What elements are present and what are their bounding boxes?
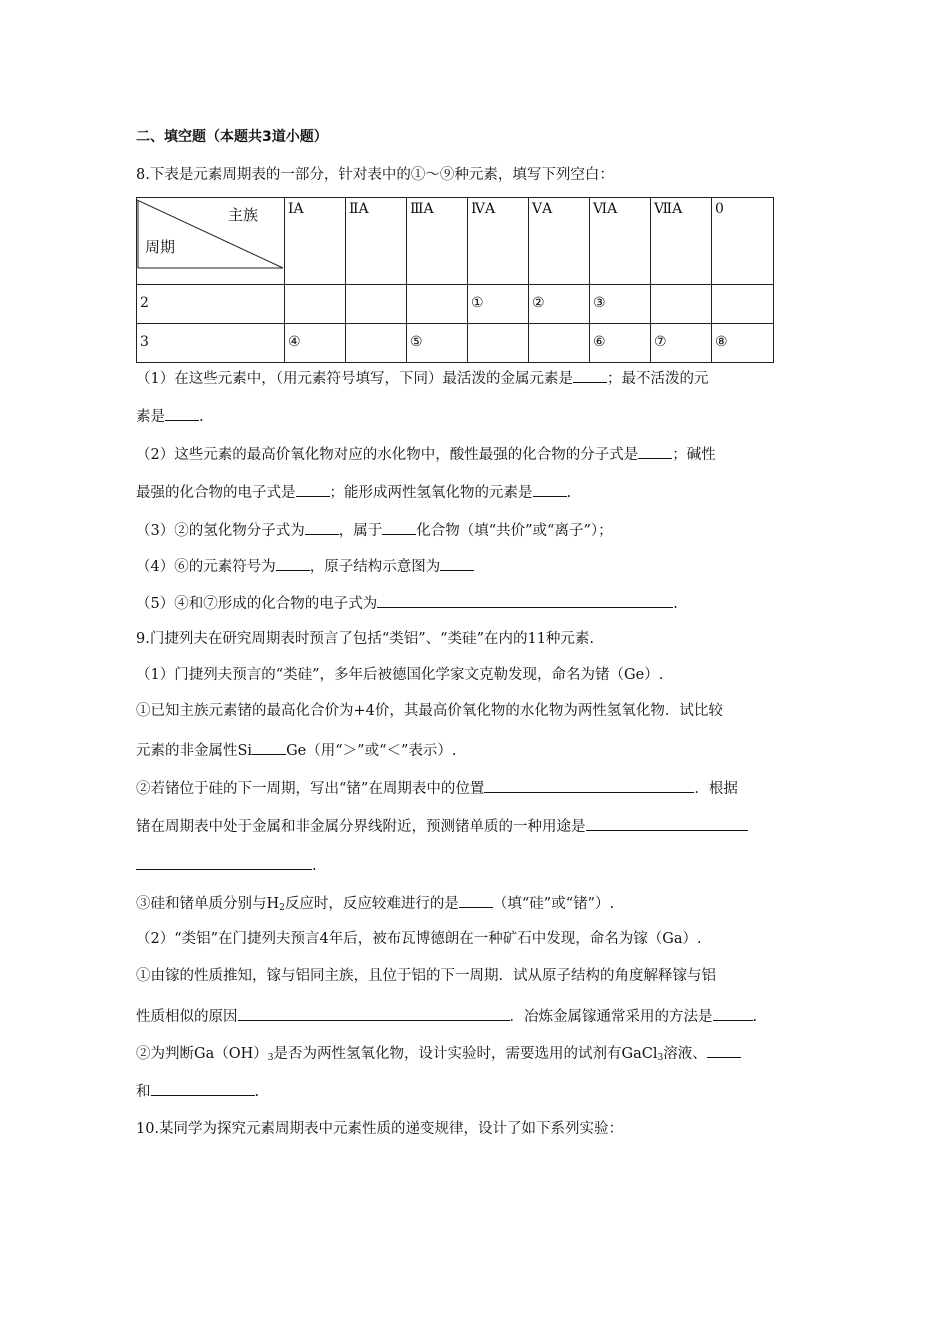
answer-blank[interactable] (165, 406, 199, 421)
table-cell: ③ (590, 285, 651, 324)
q9-part2: （2）“类铝”在门捷列夫预言4年后，被布瓦博德朗在一种矿石中发现，命名为镓（Ga）. (136, 931, 702, 947)
corner-group-label: 主族 (227, 206, 258, 224)
table-cell: ⑤ (407, 324, 468, 363)
q8-part5: （5）④和⑦形成的化合物的电子式为 . (136, 593, 678, 613)
q10-stem: 10.某同学为探究元素周期表中元素性质的递变规律，设计了如下系列实验： (136, 1121, 624, 1137)
table-cell: ④ (285, 324, 346, 363)
table-cell (346, 285, 407, 324)
q8-part2-line2: 最强的化合物的电子式是 ；能形成两性氢氧化物的元素是 . (136, 482, 571, 502)
table-cell (285, 285, 346, 324)
q9-sub2-line3: . (136, 855, 317, 875)
group-header: ⅥA (590, 198, 651, 285)
table-cell (346, 324, 407, 363)
answer-blank[interactable] (305, 520, 339, 535)
table-cell (712, 285, 774, 324)
period-cell: 3 (137, 324, 285, 363)
periodic-table (136, 197, 774, 363)
answer-blank[interactable] (440, 556, 474, 571)
table-cell: ⑥ (590, 324, 651, 363)
q8-part3: （3）②的氢化物分子式为 ，属于 化合物（填“共价”或“离子”）； (136, 520, 613, 540)
table-row (137, 324, 774, 363)
table-cell: ⑦ (651, 324, 712, 363)
q8-part4: （4）⑥的元素符号为 ，原子结构示意图为 (136, 556, 474, 576)
answer-blank[interactable] (238, 1006, 510, 1021)
table-cell (529, 324, 590, 363)
q9-sub2-line1: ②若锗位于硅的下一周期，写出“锗”在周期表中的位置 ．根据 (136, 778, 738, 798)
q9-sub1-line1: ①已知主族元素锗的最高化合价为+4价，其最高价氧化物的水化物为两性氢氧化物．试比较 (136, 703, 723, 719)
answer-blank[interactable] (707, 1043, 741, 1058)
q9-sub2-line2: 锗在周期表中处于金属和非金属分界线附近，预测锗单质的一种用途是 (136, 816, 748, 836)
q8-stem: 8.下表是元素周期表的一部分，针对表中的①～⑨种元素，填写下列空白： (136, 167, 614, 183)
q8-part1-line2: 素是 . (136, 406, 204, 426)
table-cell (407, 285, 468, 324)
q9-t2-line2: 和 . (136, 1081, 259, 1101)
answer-blank[interactable] (296, 482, 330, 497)
group-header: ⅣA (468, 198, 529, 285)
table-row (137, 285, 774, 324)
answer-blank[interactable] (252, 740, 286, 755)
table-cell (468, 324, 529, 363)
table-cell: ② (529, 285, 590, 324)
q9-t1-line1: ①由镓的性质推知，镓与铝同主族，且位于铝的下一周期．试从原子结构的角度解释镓与铝 (136, 968, 716, 984)
q9-t2-line1: ②为判断$Ga(OH)_3$是否为两性氢氧化物，设计实验时，需要选用的试剂有GaCl$_3$溶液、 (136, 1043, 741, 1067)
table-cell: ⑧ (712, 324, 774, 363)
corner-period-label: 周期 (145, 238, 176, 256)
answer-blank[interactable] (713, 1006, 753, 1021)
answer-blank[interactable] (573, 368, 607, 383)
answer-blank[interactable] (151, 1081, 255, 1096)
answer-blank[interactable] (459, 893, 493, 908)
answer-blank[interactable] (484, 778, 694, 793)
answer-blank[interactable] (586, 816, 748, 831)
table-corner-cell (137, 198, 285, 285)
table-cell (651, 285, 712, 324)
period-cell: 2 (137, 285, 285, 324)
q9-t1-line2: 性质相似的原因 ．冶炼金属镓通常采用的方法是 . (136, 1006, 757, 1026)
answer-blank[interactable] (276, 556, 310, 571)
section-title: 二、填空题（本题共3道小题） (136, 129, 328, 145)
group-header: ⅢA (407, 198, 468, 285)
table-cell: ① (468, 285, 529, 324)
answer-blank[interactable] (533, 482, 567, 497)
q8-part1-line1: （1）在这些元素中，（用元素符号填写，下同）最活泼的金属元素是 ；最不活泼的元 (136, 368, 708, 388)
q9-sub3: ③硅和锗单质分别与$H_2$反应时，反应较难进行的是 （填“硅”或“锗”）. (136, 893, 614, 917)
group-header: ⅠA (285, 198, 346, 285)
q9-sub1-line2: 元素的非金属性Si Ge（用“＞”或“＜”表示）. (136, 740, 457, 760)
answer-blank[interactable] (638, 444, 672, 459)
q9-part1: （1）门捷列夫预言的“类硅”，多年后被德国化学家文克勒发现，命名为锗（Ge）. (136, 667, 664, 683)
group-header: ⅦA (651, 198, 712, 285)
answer-blank[interactable] (382, 520, 416, 535)
q8-part2-line1: （2）这些元素的最高价氧化物对应的水化物中，酸性最强的化合物的分子式是 ；碱性 (136, 444, 716, 464)
answer-blank[interactable] (136, 855, 312, 870)
answer-blank[interactable] (377, 593, 673, 608)
q9-stem: 9.门捷列夫在研究周期表时预言了包括“类铝”、“类硅”在内的11种元素. (136, 631, 595, 647)
group-header: 0 (712, 198, 774, 285)
group-header: ⅤA (529, 198, 590, 285)
group-header: ⅡA (346, 198, 407, 285)
